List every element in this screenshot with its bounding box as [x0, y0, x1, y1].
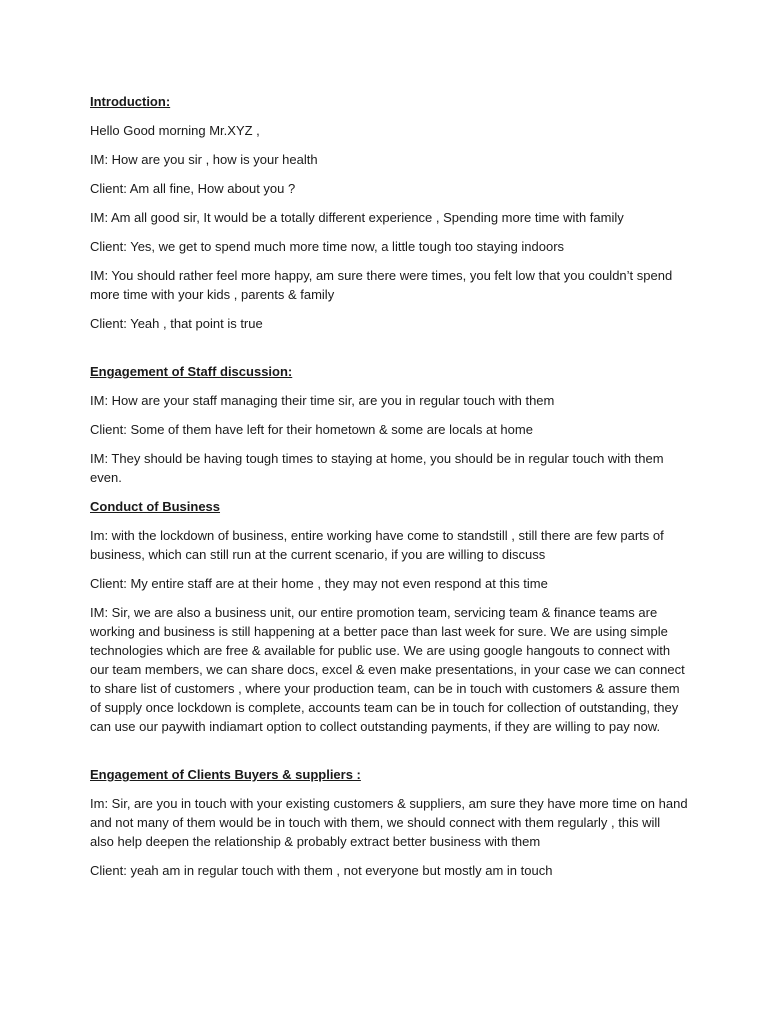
dialogue-line: Hello Good morning Mr.XYZ ,	[90, 123, 260, 138]
dialogue-line: Im: Sir, are you in touch with your existing customers & suppliers, am sure they have more time on hand and not many of them would be in touch with them, we should connect with them regularly , this will also help deepen the relationship & probably extract better business with them	[90, 796, 688, 849]
section-heading-clients-buyers-suppliers: Engagement of Clients Buyers & suppliers :	[90, 767, 361, 782]
section-spacer	[90, 746, 690, 765]
dialogue-line: IM: Sir, we are also a business unit, our entire promotion team, servicing team & finance teams are working and business is still happening at a better pace than last week for sure. We are using simple technologies which are free & available for public use. We are using google hangouts to connect with our team members, we can share docs, excel & even make presentations, in your case we can connect to share list of customers , where your production team, can be in touch with customers & assure them of supply once lockdown is complete, accounts team can be in touch for collection of outstanding, they can use our paywith indiamart option to collect outstanding payments, if they are willing to pay now.	[90, 605, 685, 734]
dialogue-line: IM: How are you sir , how is your health	[90, 152, 318, 167]
dialogue-line: Client: Yeah , that point is true	[90, 316, 263, 331]
dialogue-line: Client: Am all fine, How about you ?	[90, 181, 296, 196]
section-heading-conduct-of-business: Conduct of Business	[90, 499, 221, 514]
section-heading-staff-engagement: Engagement of Staff discussion:	[90, 364, 293, 379]
document-page	[90, 92, 690, 890]
dialogue-line: IM: Am all good sir, It would be a totally different experience , Spending more time with family	[90, 210, 624, 225]
dialogue-line: Client: Some of them have left for their hometown & some are locals at home	[90, 422, 533, 437]
section-heading-introduction: Introduction:	[90, 94, 171, 109]
dialogue-line: IM: How are your staff managing their time sir, are you in regular touch with them	[90, 393, 555, 408]
dialogue-line: IM: You should rather feel more happy, am sure there were times, you felt low that you couldn’t spend more time with your kids , parents & family	[90, 268, 673, 302]
dialogue-line: Im: with the lockdown of business, entire working have come to standstill , still there are few parts of business, which can still run at the current scenario, if you are willing to discuss	[90, 528, 664, 562]
section-spacer	[90, 343, 690, 362]
dialogue-line: Client: My entire staff are at their home , they may not even respond at this time	[90, 576, 548, 591]
dialogue-line: Client: Yes, we get to spend much more time now, a little tough too staying indoors	[90, 239, 565, 254]
dialogue-line: Client: yeah am in regular touch with them , not everyone but mostly am in touch	[90, 863, 553, 878]
dialogue-line: IM: They should be having tough times to staying at home, you should be in regular touch with them even.	[90, 451, 664, 485]
